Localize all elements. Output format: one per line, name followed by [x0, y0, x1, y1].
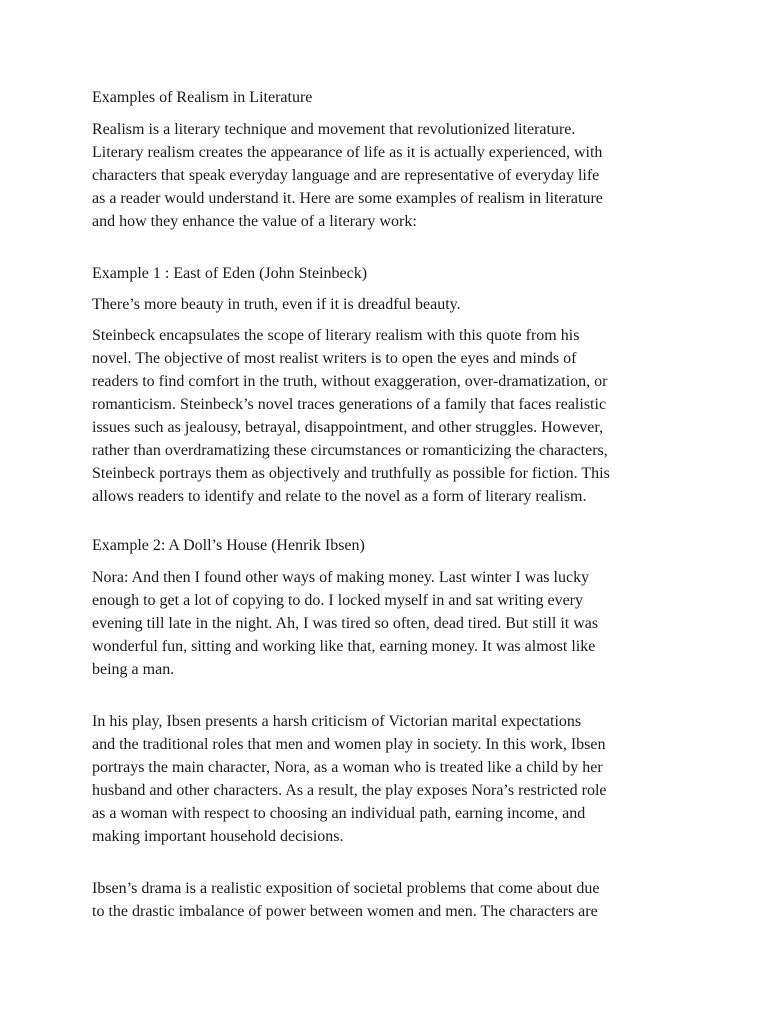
analysis-line: as a woman with respect to choosing an individual path, earning income, and: [92, 805, 586, 822]
example1-quote: [92, 293, 692, 316]
analysis-line: novel. The objective of most realist writers is to open the eyes and minds of: [92, 350, 577, 367]
analysis-line: husband and other characters. As a result, the play exposes Nora’s restricted role: [92, 782, 607, 799]
analysis-line: and the traditional roles that men and women play in society. In this work, Ibsen: [92, 736, 606, 753]
example2-conclusion: [92, 877, 692, 923]
quote-line: evening till late in the night. Ah, I was tired so often, dead tired. But still it was: [92, 615, 599, 632]
analysis-line: allows readers to identify and relate to the novel as a form of literary realism.: [92, 488, 587, 505]
intro-line: characters that speak everyday language and are representative of everyday life: [92, 167, 600, 184]
analysis-line: portrays the main character, Nora, as a woman who is treated like a child by her: [92, 759, 603, 776]
analysis-line: romanticism. Steinbeck’s novel traces generations of a family that faces realistic: [92, 396, 607, 413]
heading-line: Example 2: A Doll’s House (Henrik Ibsen): [92, 537, 365, 554]
example2-quote: [92, 566, 692, 681]
conclusion-line: to the drastic imbalance of power between women and men. The characters are: [92, 903, 598, 920]
quote-line: There’s more beauty in truth, even if it is dreadful beauty.: [92, 296, 461, 313]
quote-line: being a man.: [92, 661, 175, 678]
analysis-line: In his play, Ibsen presents a harsh criticism of Victorian marital expectations: [92, 713, 582, 730]
example1-heading: [92, 262, 692, 285]
conclusion-line: Ibsen’s drama is a realistic exposition of societal problems that come about due: [92, 880, 600, 897]
analysis-line: Steinbeck encapsulates the scope of literary realism with this quote from his: [92, 327, 580, 344]
intro-line: Literary realism creates the appearance of life as it is actually experienced, with: [92, 144, 603, 161]
example2-heading: [92, 534, 692, 557]
quote-line: enough to get a lot of copying to do. I locked myself in and sat writing every: [92, 592, 583, 609]
analysis-line: readers to find comfort in the truth, without exaggeration, over-dramatization, or: [92, 373, 608, 390]
analysis-line: Steinbeck portrays them as objectively and truthfully as possible for fiction. This: [92, 465, 610, 482]
intro-paragraph: [92, 118, 692, 233]
analysis-line: making important household decisions.: [92, 828, 344, 845]
quote-line: wonderful fun, sitting and working like that, earning money. It was almost like: [92, 638, 596, 655]
intro-line: Realism is a literary technique and movement that revolutionized literature.: [92, 121, 576, 138]
analysis-line: rather than overdramatizing these circumstances or romanticizing the characters,: [92, 442, 608, 459]
intro-line: and how they enhance the value of a literary work:: [92, 213, 417, 230]
document-title: [92, 86, 692, 109]
example1-analysis: [92, 324, 692, 508]
title-line: Examples of Realism in Literature: [92, 89, 313, 106]
quote-line: Nora: And then I found other ways of making money. Last winter I was lucky: [92, 569, 590, 586]
analysis-line: issues such as jealousy, betrayal, disappointment, and other struggles. However,: [92, 419, 604, 436]
example2-analysis: [92, 710, 692, 848]
intro-line: as a reader would understand it. Here are some examples of realism in literature: [92, 190, 603, 207]
heading-line: Example 1 : East of Eden (John Steinbeck): [92, 265, 368, 282]
